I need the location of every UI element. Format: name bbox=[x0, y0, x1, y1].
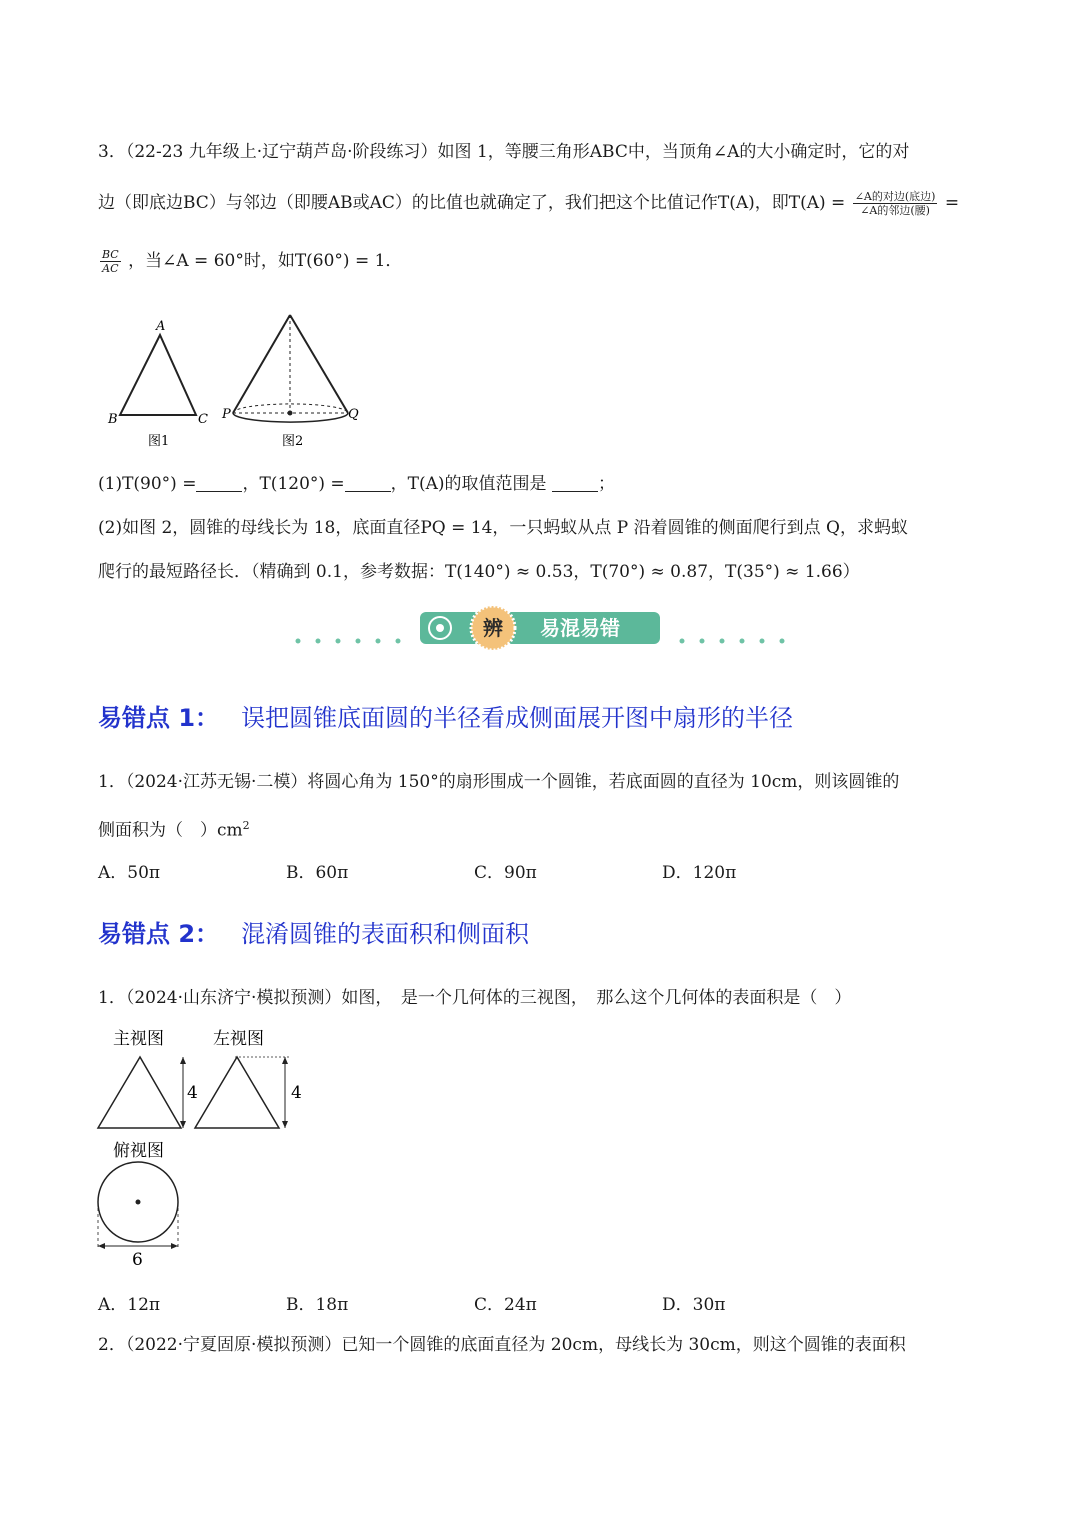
section-banner bbox=[290, 604, 790, 654]
top-view-label: 俯视图 bbox=[113, 1141, 164, 1161]
s1-q1-line2-text: 侧面积为（ ）cm bbox=[98, 820, 243, 841]
front-view-triangle bbox=[98, 1057, 181, 1128]
s2-option-a[interactable]: A．12π bbox=[98, 1295, 161, 1315]
banner-text: 易混易错 bbox=[540, 616, 620, 640]
caption-fig2: 图2 bbox=[282, 434, 304, 449]
target-icon-center bbox=[436, 624, 444, 632]
diameter-arrow-left bbox=[98, 1243, 105, 1249]
q3-line2-text: 边（即底边BC）与邻边（即腰AB或AC）的比值也就确定了，我们把这个比值记作T(A)，即T(A) = bbox=[98, 193, 846, 213]
section2-tag: 易错点 2： bbox=[98, 920, 220, 948]
answer-blank-2[interactable] bbox=[345, 473, 391, 492]
badge-text: 辨 bbox=[483, 616, 503, 640]
left-view-label: 左视图 bbox=[213, 1029, 264, 1049]
s1-q1-sup: 2 bbox=[242, 819, 250, 832]
label-c: C bbox=[198, 412, 208, 427]
label-a: A bbox=[156, 319, 166, 334]
section1-tag: 易错点 1： bbox=[98, 704, 220, 732]
answer-blank-3[interactable] bbox=[552, 473, 598, 492]
label-p: P bbox=[222, 407, 231, 422]
s2-option-b[interactable]: B．18π bbox=[286, 1295, 349, 1315]
s1-option-d[interactable]: D．120π bbox=[662, 863, 737, 883]
front-arrow-top bbox=[180, 1057, 186, 1064]
triangle-abc bbox=[120, 335, 196, 415]
front-height-value: 4 bbox=[187, 1083, 198, 1103]
s1-q1-line2 bbox=[98, 814, 250, 843]
label-q: Q bbox=[348, 407, 359, 422]
left-view-triangle bbox=[195, 1057, 279, 1128]
q3-part2-line2: 爬行的最短路径长．（精确到 0.1，参考数据：T(140°) ≈ 0.53，T(70°) ≈ 0.87，T(35°) ≈ 1.66） bbox=[98, 562, 860, 582]
caption-fig1: 图1 bbox=[148, 434, 170, 449]
equals-sign: = bbox=[944, 193, 960, 213]
q3-line2 bbox=[98, 190, 959, 217]
fraction-denominator: ∠A的邻边(腰) bbox=[860, 204, 930, 217]
answer-blank-1[interactable] bbox=[196, 473, 242, 492]
s2-q2-line1: 2．（2022·宁夏固原·模拟预测）已知一个圆锥的底面直径为 20cm，母线长为 30cm，则这个圆锥的表面积 bbox=[98, 1335, 906, 1355]
s1-q1-line1: 1．（2024·江苏无锡·二模）将圆心角为 150°的扇形围成一个圆锥，若底面圆的直径为 10cm，则该圆锥的 bbox=[98, 772, 900, 792]
s2-q1-line1: 1．（2024·山东济宁·模拟预测）如图， 是一个几何体的三视图， 那么这个几何体的表面积是（ ） bbox=[98, 988, 852, 1008]
cone-right-edge bbox=[290, 315, 348, 413]
part1-range: ，T(A)的取值范围是 bbox=[390, 474, 547, 494]
cone-left-edge bbox=[233, 315, 290, 413]
figures-1-2 bbox=[98, 310, 378, 455]
section2-heading bbox=[98, 919, 529, 949]
q3-line3 bbox=[98, 248, 402, 275]
cone-center-dot bbox=[288, 411, 293, 416]
three-views-figure bbox=[95, 1022, 310, 1270]
fraction-definition bbox=[853, 190, 938, 217]
part1-t90: (1)T(90°) = bbox=[98, 474, 197, 494]
diameter-arrow-right bbox=[171, 1243, 178, 1249]
left-arrow-top bbox=[282, 1057, 288, 1064]
q3-line3-text: ，当∠A = 60°时，如T(60°) = 1． bbox=[128, 251, 403, 271]
section2-title: 混淆圆锥的表面积和侧面积 bbox=[241, 920, 530, 948]
fraction-bc: BC bbox=[102, 248, 119, 261]
s1-option-a[interactable]: A．50π bbox=[98, 863, 161, 883]
front-view-label: 主视图 bbox=[113, 1029, 164, 1049]
left-height-value: 4 bbox=[291, 1083, 302, 1103]
s1-option-c[interactable]: C．90π bbox=[474, 863, 537, 883]
s1-option-b[interactable]: B．60π bbox=[286, 863, 349, 883]
q3-part2-line1: (2)如图 2，圆锥的母线长为 18，底面直径PQ = 14，一只蚂蚁从点 P 沿着圆锥的侧面爬行到点 Q，求蚂蚁 bbox=[98, 518, 908, 538]
fraction-ac: AC bbox=[102, 262, 119, 275]
q3-part1 bbox=[98, 472, 615, 496]
s2-option-c[interactable]: C．24π bbox=[474, 1295, 537, 1315]
fraction-bc-ac bbox=[100, 248, 121, 275]
banner-dots-right bbox=[680, 639, 785, 644]
part1-end: ； bbox=[597, 474, 615, 494]
banner-dots-left bbox=[296, 639, 401, 644]
left-arrow-bottom bbox=[282, 1121, 288, 1128]
section1-heading bbox=[98, 703, 793, 733]
section1-title: 误把圆锥底面圆的半径看成侧面展开图中扇形的半径 bbox=[241, 704, 794, 732]
label-b: B bbox=[108, 412, 118, 427]
top-view-center bbox=[136, 1200, 141, 1205]
s2-option-d[interactable]: D．30π bbox=[662, 1295, 726, 1315]
diameter-value: 6 bbox=[132, 1250, 143, 1270]
q3-line1: 3．（22-23 九年级上·辽宁葫芦岛·阶段练习）如图 1，等腰三角形ABC中，当顶角∠A的大小确定时，它的对 bbox=[98, 142, 910, 162]
fraction-numerator: ∠A的对边(底边) bbox=[854, 190, 936, 203]
part1-t120: ，T(120°) = bbox=[242, 474, 345, 494]
